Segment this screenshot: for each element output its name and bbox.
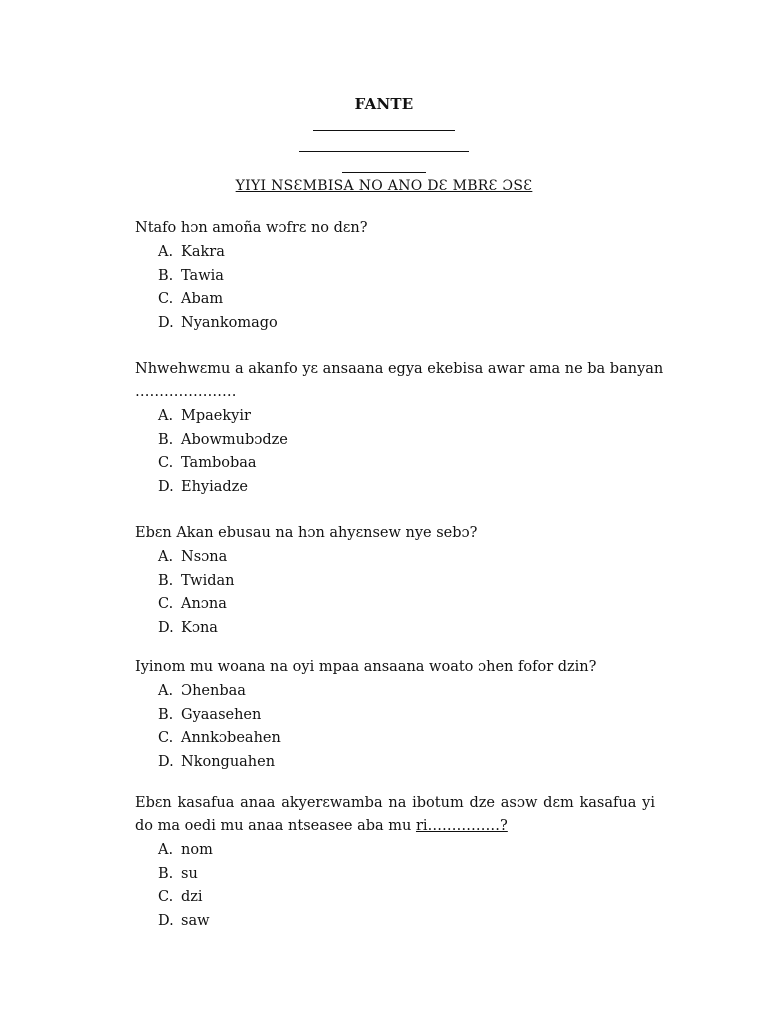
option-text: Tambobaa bbox=[181, 455, 257, 471]
option-text: Twidan bbox=[181, 572, 235, 589]
option-b bbox=[135, 704, 655, 728]
question-text: Ntafo hɔn amoña wɔfrɛ no dɛn? bbox=[135, 220, 368, 236]
option-text: Abam bbox=[181, 291, 224, 307]
option-text: Kakra bbox=[181, 244, 225, 260]
page-title: FANTE bbox=[354, 95, 414, 113]
option-d bbox=[135, 476, 655, 500]
option-letter: A. bbox=[158, 408, 174, 424]
option-text: dzi bbox=[181, 889, 203, 905]
option-letter: B. bbox=[158, 572, 174, 589]
option-letter: D. bbox=[158, 912, 174, 929]
option-text: Nkonguahen bbox=[181, 753, 276, 770]
option-letter: A. bbox=[158, 683, 174, 699]
option-letter: D. bbox=[158, 753, 174, 770]
option-letter: A. bbox=[158, 549, 174, 565]
answer-options bbox=[135, 405, 655, 499]
title-rule-2 bbox=[299, 151, 469, 152]
option-letter: C. bbox=[158, 889, 174, 905]
answer-options bbox=[135, 241, 655, 335]
option-letter: C. bbox=[158, 730, 174, 746]
option-letter: B. bbox=[158, 267, 174, 284]
option-text: Ehyiadze bbox=[181, 478, 248, 495]
option-text: Nsɔna bbox=[181, 549, 228, 565]
option-text: Tawia bbox=[181, 267, 224, 284]
question-5 bbox=[135, 792, 655, 933]
option-text: Nyankomago bbox=[181, 314, 278, 331]
title-rule-1 bbox=[313, 130, 455, 131]
option-letter: C. bbox=[158, 455, 174, 471]
option-letter: D. bbox=[158, 314, 174, 331]
option-letter: A. bbox=[158, 244, 174, 260]
option-letter: C. bbox=[158, 596, 174, 612]
answer-blank: ri……………? bbox=[415, 818, 508, 834]
option-b bbox=[135, 265, 655, 289]
question-4 bbox=[135, 656, 655, 774]
question-2 bbox=[135, 358, 664, 499]
option-text: Kɔna bbox=[181, 619, 218, 636]
option-letter: C. bbox=[158, 291, 174, 307]
question-text: Ebɛn Akan ebusau na hɔn ahyɛnsew nye sebɔ? bbox=[135, 525, 478, 541]
instructions-heading: YIYI NSƐMBISA NO ANO DƐ MBRƐ ƆSƐ bbox=[235, 178, 533, 194]
option-text: Ɔhenbaa bbox=[181, 683, 246, 699]
option-d bbox=[135, 751, 655, 775]
question-text-main: Ebɛn kasafua anaa akyerɛwamba na ibotum dze asɔw dɛm kasafua yi do ma oedi mu anaa ntseasee aba mu bbox=[135, 795, 655, 834]
question-text bbox=[135, 792, 655, 838]
option-letter: B. bbox=[158, 431, 174, 448]
option-a bbox=[135, 546, 655, 570]
option-text: nom bbox=[181, 842, 213, 858]
question-text: Nhwehwɛmu a akanfo yɛ ansaana egya ekebisa awar ama ne ba banyan bbox=[135, 361, 664, 377]
question-3 bbox=[135, 522, 655, 640]
option-d bbox=[135, 910, 655, 934]
option-letter: A. bbox=[158, 842, 174, 858]
option-b bbox=[135, 429, 655, 453]
option-letter: D. bbox=[158, 619, 174, 636]
option-c bbox=[135, 288, 655, 312]
option-text: Annkɔbeahen bbox=[181, 730, 281, 746]
option-text: saw bbox=[181, 912, 210, 929]
option-d bbox=[135, 312, 655, 336]
option-a bbox=[135, 241, 655, 265]
option-text: Abowmubɔdze bbox=[181, 431, 288, 448]
title-rule-3 bbox=[342, 172, 426, 173]
option-a bbox=[135, 405, 655, 429]
option-text: Mpaekyir bbox=[181, 408, 251, 424]
question-text-continued: ………………… bbox=[135, 384, 237, 400]
question-1 bbox=[135, 217, 655, 335]
option-text: su bbox=[181, 865, 198, 882]
option-a bbox=[135, 839, 655, 863]
option-b bbox=[135, 863, 655, 887]
question-text: Iyinom mu woana na oyi mpaa ansaana woato ɔhen fofor dzin? bbox=[135, 659, 597, 675]
answer-options bbox=[135, 680, 655, 774]
option-letter: B. bbox=[158, 706, 174, 723]
answer-options bbox=[135, 839, 655, 933]
option-letter: B. bbox=[158, 865, 174, 882]
option-text: Anɔna bbox=[181, 596, 227, 612]
option-text: Gyaasehen bbox=[181, 706, 262, 723]
option-b bbox=[135, 570, 655, 594]
answer-options bbox=[135, 546, 655, 640]
option-c bbox=[135, 593, 655, 617]
option-a bbox=[135, 680, 655, 704]
option-d bbox=[135, 617, 655, 641]
option-c bbox=[135, 727, 655, 751]
option-c bbox=[135, 886, 655, 910]
option-c bbox=[135, 452, 655, 476]
option-letter: D. bbox=[158, 478, 174, 495]
